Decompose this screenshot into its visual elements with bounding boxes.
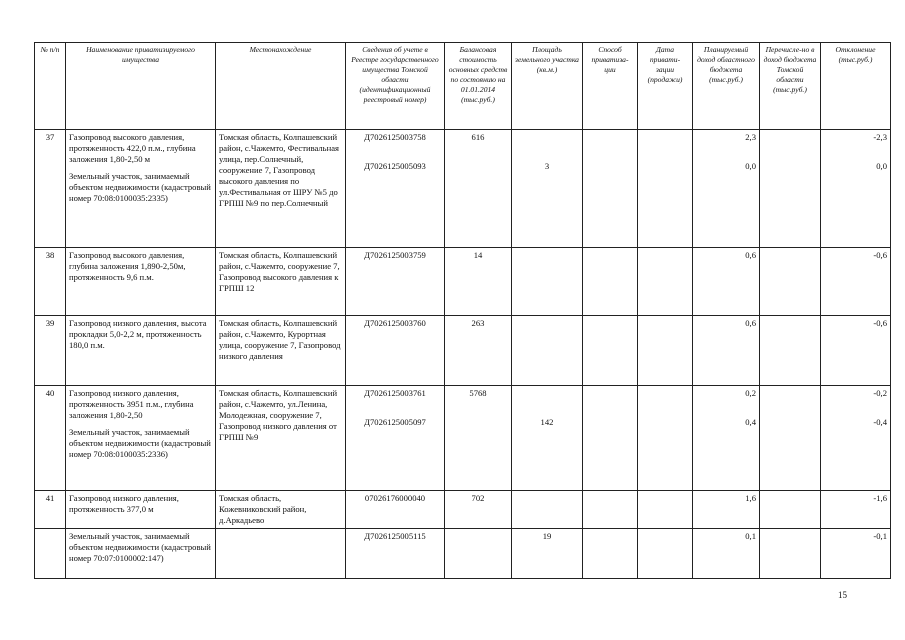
row-date bbox=[638, 386, 693, 491]
row-location bbox=[216, 529, 346, 579]
item-name: Газопровод высокого давления, протяженность 422,0 п.м., глубина заложения 1,80-2,50 м bbox=[69, 132, 196, 164]
row-date bbox=[638, 248, 693, 316]
row-transferred bbox=[760, 248, 821, 316]
row-deviation: -0,1 bbox=[821, 529, 891, 579]
row-balance: 702 bbox=[445, 491, 512, 529]
page-number: 15 bbox=[838, 590, 847, 600]
row-transferred bbox=[760, 386, 821, 491]
row-name: Газопровод низкого давления, высота прокладки 5,0-2,2 м, протяженность 180,0 п.м. bbox=[66, 316, 216, 386]
row-balance bbox=[445, 529, 512, 579]
registry-number: Д7026125005097 bbox=[364, 417, 426, 427]
row-deviation bbox=[821, 386, 891, 491]
row-transferred bbox=[760, 316, 821, 386]
table-row bbox=[35, 248, 891, 316]
header-num: № п/п bbox=[35, 43, 66, 130]
land-name: Земельный участок, занимаемый объектом недвижимости (кадастровый номер 70:08:0100035:2336) bbox=[69, 427, 211, 459]
row-area: 19 bbox=[512, 529, 583, 579]
row-num: 37 bbox=[35, 130, 66, 248]
table-row bbox=[35, 386, 891, 491]
row-num: 38 bbox=[35, 248, 66, 316]
row-income: 1,6 bbox=[693, 491, 760, 529]
header-date: Дата привати-зации (продажи) bbox=[638, 43, 693, 130]
row-income: 0,6 bbox=[693, 316, 760, 386]
row-date bbox=[638, 130, 693, 248]
row-area bbox=[512, 316, 583, 386]
row-registry: 07026176000040 bbox=[346, 491, 445, 529]
row-location: Томская область, Кожевниковский район, д.Аркадьево bbox=[216, 491, 346, 529]
header-method: Способ приватиза-ции bbox=[583, 43, 638, 130]
area-value: 142 bbox=[540, 417, 554, 427]
deviation-value: 0,0 bbox=[876, 161, 887, 171]
row-balance: 5768 bbox=[445, 386, 512, 491]
table-row bbox=[35, 316, 891, 386]
deviation-value: -2,3 bbox=[873, 132, 887, 142]
row-deviation: -0,6 bbox=[821, 316, 891, 386]
row-income bbox=[693, 130, 760, 248]
table-row bbox=[35, 130, 891, 248]
row-area bbox=[512, 248, 583, 316]
row-income bbox=[693, 386, 760, 491]
header-name: Наименование приватизируемого имущества bbox=[66, 43, 216, 130]
row-name: Газопровод низкого давления, протяженность 377,0 м bbox=[66, 491, 216, 529]
table-row bbox=[35, 529, 891, 579]
deviation-value: -0,4 bbox=[873, 417, 887, 427]
row-num: 39 bbox=[35, 316, 66, 386]
row-location: Томская область, Колпашевский район, с.Чажемто, сооружение 7, Газопровод высокого давления к ГРПШ 12 bbox=[216, 248, 346, 316]
row-method bbox=[583, 248, 638, 316]
row-method bbox=[583, 491, 638, 529]
header-transferred: Перечисле-но в доход бюджета Томской области (тыс.руб.) bbox=[760, 43, 821, 130]
income-value: 0,2 bbox=[745, 388, 756, 398]
row-area bbox=[512, 386, 583, 491]
registry-number: Д7026125003761 bbox=[364, 388, 426, 398]
row-area bbox=[512, 130, 583, 248]
income-value: 2,3 bbox=[745, 132, 756, 142]
row-name bbox=[66, 130, 216, 248]
row-method bbox=[583, 130, 638, 248]
row-name bbox=[66, 386, 216, 491]
header-registry: Сведения об учете в Реестре государственного имущества Томской области (идентификационный реестровый номер) bbox=[346, 43, 445, 130]
row-date bbox=[638, 491, 693, 529]
table-header-row bbox=[35, 43, 891, 130]
table-row bbox=[35, 491, 891, 529]
income-value: 0,0 bbox=[745, 161, 756, 171]
row-transferred bbox=[760, 130, 821, 248]
item-name: Газопровод низкого давления, протяженность 3951 п.м., глубина заложения 1,80-2,50 bbox=[69, 388, 194, 420]
row-balance: 263 bbox=[445, 316, 512, 386]
privatization-table bbox=[34, 42, 891, 579]
row-deviation bbox=[821, 130, 891, 248]
row-registry: Д7026125003759 bbox=[346, 248, 445, 316]
row-name: Газопровод высокого давления, глубина заложения 1,890-2,50м, протяженность 9,6 п.м. bbox=[66, 248, 216, 316]
row-location: Томская область, Колпашевский район, с.Чажемто, ул.Ленина, Молодежная, сооружение 7, Газопровод низкого давления от ГРПШ №9 bbox=[216, 386, 346, 491]
row-num: 41 bbox=[35, 491, 66, 529]
row-balance: 616 bbox=[445, 130, 512, 248]
row-registry bbox=[346, 130, 445, 248]
row-location: Томская область, Колпашевский район, с.Чажемто, Курортная улица, сооружение 7, Газопровод низкого давления bbox=[216, 316, 346, 386]
row-method bbox=[583, 529, 638, 579]
row-registry bbox=[346, 386, 445, 491]
row-num bbox=[35, 529, 66, 579]
header-location: Местонахождение bbox=[216, 43, 346, 130]
header-income: Планируемый доход областного бюджета (тыс.руб.) bbox=[693, 43, 760, 130]
row-income: 0,6 bbox=[693, 248, 760, 316]
row-date bbox=[638, 529, 693, 579]
row-transferred bbox=[760, 529, 821, 579]
income-value: 0,4 bbox=[745, 417, 756, 427]
registry-number: Д7026125003758 bbox=[364, 132, 426, 142]
row-deviation: -0,6 bbox=[821, 248, 891, 316]
row-num: 40 bbox=[35, 386, 66, 491]
area-value: 3 bbox=[544, 161, 550, 171]
row-registry: Д7026125005115 bbox=[346, 529, 445, 579]
row-deviation: -1,6 bbox=[821, 491, 891, 529]
row-area bbox=[512, 491, 583, 529]
row-registry: Д7026125003760 bbox=[346, 316, 445, 386]
row-method bbox=[583, 386, 638, 491]
row-balance: 14 bbox=[445, 248, 512, 316]
row-date bbox=[638, 316, 693, 386]
row-method bbox=[583, 316, 638, 386]
header-balance: Балансовая стоимость основных средств по состоянию на 01.01.2014 (тыс.руб.) bbox=[445, 43, 512, 130]
deviation-value: -0,2 bbox=[873, 388, 887, 398]
row-transferred bbox=[760, 491, 821, 529]
row-name: Земельный участок, занимаемый объектом недвижимости (кадастровый номер 70:07:0100002:147) bbox=[66, 529, 216, 579]
row-location: Томская область, Колпашевский район, с.Чажемто, Фестивальная улица, пер.Солнечный, сооружение 7, Газопровод высокого давления по ул.Фестивальная от ШРУ №5 до ГРПШ №9 по пер.Солнечный bbox=[216, 130, 346, 248]
land-name: Земельный участок, занимаемый объектом недвижимости (кадастровый номер 70:08:0100035:2335) bbox=[69, 171, 211, 203]
registry-number: Д7026125005093 bbox=[364, 161, 426, 171]
header-area: Площадь земельного участка (кв.м.) bbox=[512, 43, 583, 130]
header-deviation: Отклонение (тыс.руб.) bbox=[821, 43, 891, 130]
row-income: 0,1 bbox=[693, 529, 760, 579]
